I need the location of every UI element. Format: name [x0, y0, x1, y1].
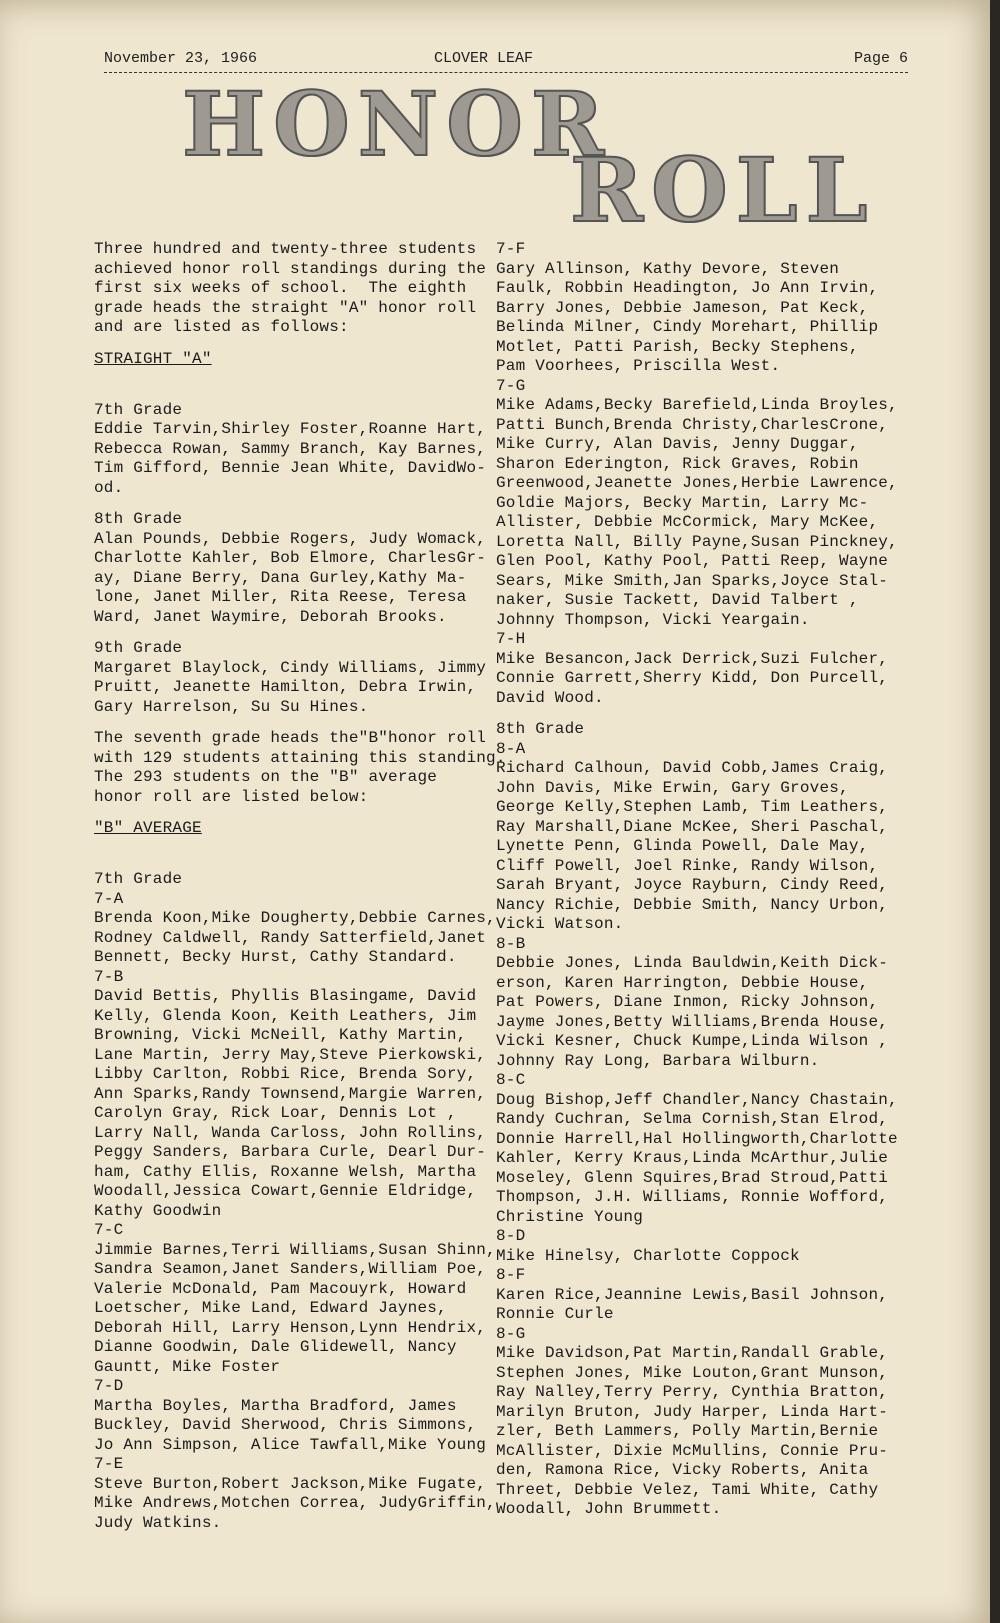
section-7d-title: 7-D: [94, 1377, 124, 1395]
title-roll: ROLL: [570, 138, 876, 242]
b-intro-paragraph: The seventh grade heads the"B"honor roll with 129 students attaining this standing. The 293 students on the "B" average honor roll are listed below:: [94, 729, 506, 806]
straight-a-grade9-names: Margaret Blaylock, Cindy Williams, Jimmy Pruitt, Jeanette Hamilton, Debra Irwin, Gary Harrelson, Su Su Hines.: [94, 658, 487, 716]
right-column: [496, 240, 916, 1520]
straight-a-grade7-names: Eddie Tarvin,Shirley Foster,Roanne Hart, Rebecca Rowan, Sammy Branch, Kay Barnes, Tim Gifford, Bennie Jean White, DavidWo- od.: [94, 420, 487, 497]
straight-a-grade9-title: 9th Grade: [94, 639, 183, 657]
title-honor: HONOR: [182, 72, 613, 176]
intro-paragraph: Three hundred and twenty-three students achieved honor roll standings during the first six weeks of school. The eighth grade heads the straight "A" honor roll and are listed as follows:: [94, 240, 487, 336]
section-8c-names: Doug Bishop,Jeff Chandler,Nancy Chastain, Randy Cuchran, Selma Cornish,Stan Elrod, Donnie Harrell,Hal Hollingworth,Charlotte Kahler, Kerry Kraus,Linda McArthur,Julie Moseley, Glenn Squires,Brad Stroud,Patti Thompson, J.H. Williams, Ronnie Wofford, Christine Young: [496, 1090, 898, 1226]
section-7e-title: 7-E: [94, 1455, 124, 1473]
section-8f-title: 8-F: [496, 1266, 526, 1284]
section-7g-names: Mike Adams,Becky Barefield,Linda Broyles, Patti Bunch,Brenda Christy,CharlesCrone, Mike Curry, Alan Davis, Jenny Duggar, Sharon Ederington, Rick Graves, Robin Greenwood,Jeanette Jones,Herbie Lawrence, Goldie Majors, Becky Martin, Larry Mc- Allister, Debbie McCormick, Mary McKee, Loretta Nall, Billy Payne,Susan Pinckney, Glen Pool, Kathy Pool, Patti Reep, Wayne Sears, Mike Smith,Jan Sparks,Joyce Stal- naker, Susie Tackett, David Talbert , Johnny Thompson, Vicki Yeargain.: [496, 396, 898, 629]
b-grade8-title: 8th Grade: [496, 720, 585, 738]
section-8a-title: 8-A: [496, 739, 526, 758]
straight-a-heading: STRAIGHT "A": [94, 349, 212, 368]
section-8g-title: 8-G: [496, 1324, 526, 1343]
straight-a-grade7-title: 7th Grade: [94, 400, 183, 419]
section-8d-title: 8-D: [496, 1227, 526, 1245]
header-page-number: Page 6: [853, 50, 908, 67]
left-column: [94, 240, 506, 1533]
section-7g-title: 7-G: [496, 376, 526, 395]
header-publication: CLOVER LEAF: [434, 50, 534, 67]
section-7h-title: 7-H: [496, 630, 526, 648]
straight-a-grade8-names: Alan Pounds, Debbie Rogers, Judy Womack, Charlotte Kahler, Bob Elmore, CharlesGr- ay, Diane Berry, Dana Gurley,Kathy Ma- lone, Janet Miller, Rita Reese, Teresa Ward, Janet Waymire, Deborah Brooks.: [94, 529, 487, 626]
b-average-heading: "B" AVERAGE: [94, 819, 202, 837]
section-8g-names: Mike Davidson,Pat Martin,Randall Grable, Stephen Jones, Mike Louton,Grant Munson, Ray Nalley,Terry Perry, Cynthia Bratton, Marilyn Bruton, Judy Harper, Linda Hart- zler, Beth Lammers, Polly Martin,Bernie McAllister, Dixie McMullins, Connie Pru- den, Ramona Rice, Vicky Roberts, Anita Threet, Debbie Velez, Tami White, Cathy Woodall, John Brummett.: [496, 1344, 889, 1518]
page-header: [104, 50, 908, 73]
section-7b-title: 7-B: [94, 967, 124, 986]
section-8a-names: Richard Calhoun, David Cobb,James Craig, John Davis, Mike Erwin, Gary Groves, George Kelly,Stephen Lamb, Tim Leathers, Ray Marshall,Diane McKee, Sheri Paschal, Lynette Penn, Glinda Powell, Dale May, Cliff Powell, Joel Rinke, Randy Wilson, Sarah Bryant, Joyce Rayburn, Cindy Reed, Nancy Richie, Debbie Smith, Nancy Urbon, Vicki Watson.: [496, 759, 889, 933]
straight-a-grade8-title: 8th Grade: [94, 510, 183, 528]
section-8b-names: Debbie Jones, Linda Bauldwin,Keith Dick- erson, Karen Harrington, Debbie House, Pat Powers, Diane Inmon, Ricky Johnson, Jayme Jones,Betty Williams,Brenda House, Vicki Kesner, Chuck Kumpe,Linda Wilson , Johnny Ray Long, Barbara Wilburn.: [496, 954, 889, 1070]
section-7a-names: Brenda Koon,Mike Dougherty,Debbie Carnes, Rodney Caldwell, Randy Satterfield,Janet Bennett, Becky Hurst, Cathy Standard.: [94, 909, 496, 966]
section-8b-title: 8-B: [496, 934, 526, 953]
section-7e-names: Steve Burton,Robert Jackson,Mike Fugate, Mike Andrews,Motchen Correa, JudyGriffin, Judy Watkins.: [94, 1474, 496, 1532]
section-7a-title: 7-A: [94, 889, 124, 908]
section-7c-names: Jimmie Barnes,Terri Williams,Susan Shinn, Sandra Seamon,Janet Sanders,William Poe, Valerie McDonald, Pam Macouyrk, Howard Loetscher, Mike Land, Edward Jaynes, Deborah Hill, Larry Henson,Lynn Hendrix, Dianne Goodwin, Dale Glidewell, Nancy Gauntt, Mike Foster: [94, 1240, 496, 1376]
b-grade7-title: 7th Grade: [94, 870, 183, 888]
section-8f-names: Karen Rice,Jeannine Lewis,Basil Johnson, Ronnie Curle: [496, 1285, 889, 1323]
header-date: November 23, 1966: [104, 50, 258, 67]
section-8c-title: 8-C: [496, 1071, 526, 1089]
section-7f-names: Gary Allinson, Kathy Devore, Steven Faulk, Robbin Headington, Jo Ann Irvin, Barry Jones, Debbie Jameson, Pat Keck, Belinda Milner, Cindy Morehart, Phillip Motlet, Patti Parish, Becky Stephens, Pam Voorhees, Priscilla West.: [496, 259, 879, 375]
section-7b-names: David Bettis, Phyllis Blasingame, David Kelly, Glenda Koon, Keith Leathers, Jim Browning, Vicki McNeill, Kathy Martin, Lane Martin, Jerry May,Steve Pierkowski, Libby Carlton, Robbi Rice, Brenda Sory, Ann Sparks,Randy Townsend,Margie Warren, Carolyn Gray, Rick Loar, Dennis Lot , Larry Nall, Wanda Carloss, John Rollins, Peggy Sanders, Barbara Curle, Dearl Dur- ham, Cathy Ellis, Roxanne Welsh, Martha Woodall,Jessica Cowart,Gennie Eldridge, Kathy Goodwin: [94, 987, 487, 1220]
section-7f-title: 7-F: [496, 240, 526, 258]
section-8d-names: Mike Hinelsy, Charlotte Coppock: [496, 1246, 800, 1265]
section-7c-title: 7-C: [94, 1221, 124, 1239]
section-7d-names: Martha Boyles, Martha Bradford, James Buckley, David Sherwood, Chris Simmons, Jo Ann Simpson, Alice Tawfall,Mike Young: [94, 1396, 487, 1454]
section-7h-names: Mike Besancon,Jack Derrick,Suzi Fulcher, Connie Garrett,Sherry Kidd, Don Purcell, David Wood.: [496, 649, 889, 707]
